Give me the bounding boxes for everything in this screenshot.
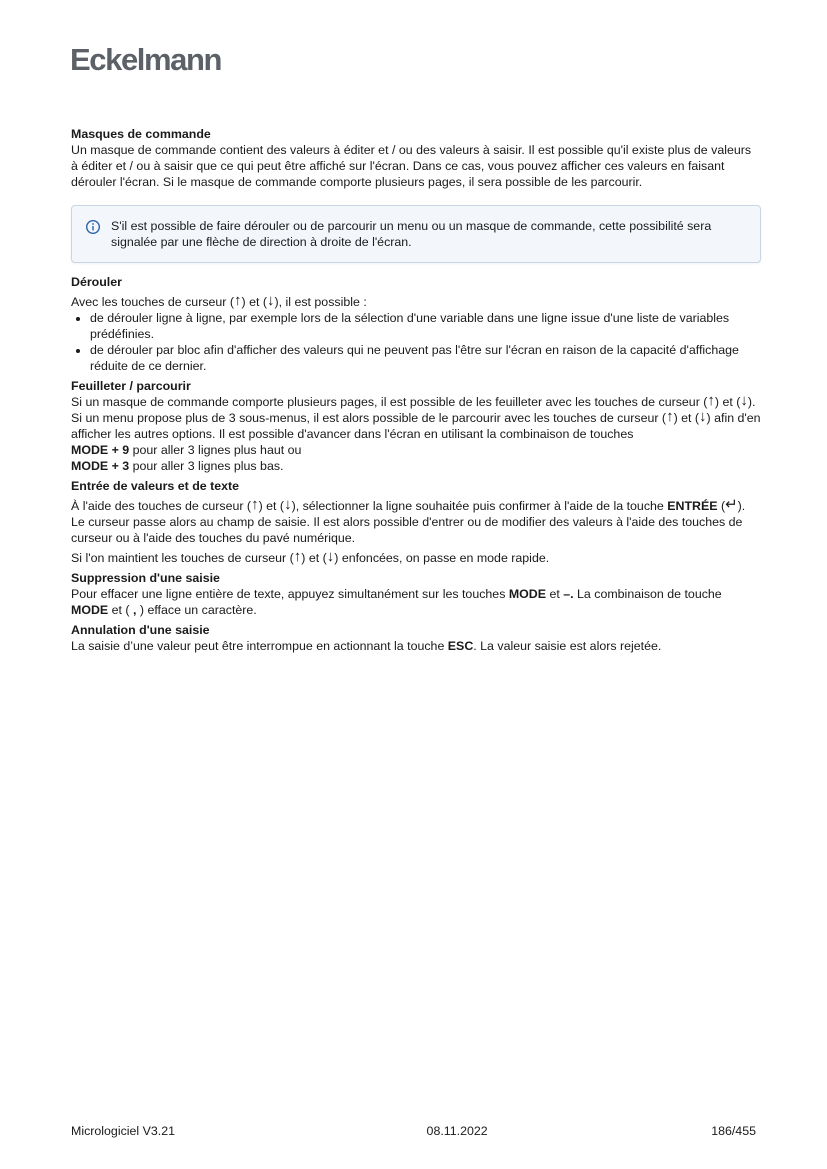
key-combo-mode-9: MODE + 9 — [71, 443, 130, 457]
info-note — [71, 205, 761, 263]
arrow-down-icon: ↓ — [284, 496, 292, 513]
key-entree: ENTRÉE — [667, 499, 718, 513]
section-title-suppression: Suppression d'une saisie — [71, 571, 220, 585]
enter-key-icon: ↵ — [725, 496, 738, 513]
section-title-entree: Entrée de valeurs et de texte — [71, 479, 240, 493]
footer-product: Micrologiciel V3.21 — [71, 1124, 175, 1138]
paragraph-masques: Un masque de commande contient des valeurs à éditer et / ou des valeurs à saisir. Il est possible qu'il existe plus de valeurs à éditer et / ou à saisir que ce qui peut être affiché sur l'écran. Dans ce cas, vous pouvez afficher ces valeurs en faisant dérouler l'écran. Si le masque de commande comporte plusieurs pages, il sera possible de les parcourir. — [71, 143, 752, 189]
bullet-list-derouler — [71, 310, 761, 374]
arrow-down-icon: ↓ — [699, 408, 707, 425]
arrow-up-icon: ↑ — [707, 392, 715, 409]
page-footer — [71, 1124, 756, 1138]
section-title-derouler: Dérouler — [71, 275, 122, 289]
section-title-feuilleter: Feuilleter / parcourir — [71, 379, 191, 393]
arrow-down-icon: ↓ — [326, 548, 335, 565]
arrow-up-icon: ↑ — [251, 496, 259, 513]
arrow-down-icon: ↓ — [740, 392, 748, 409]
brand-logo: Eckelmann — [70, 42, 222, 77]
info-circle-icon — [85, 219, 101, 235]
info-note-text: S'il est possible de faire dérouler ou de parcourir un menu ou un masque de commande, cette possibilité sera signalée par une flèche de direction à droite de l'écran. — [111, 219, 712, 249]
section-title-masques: Masques de commande — [71, 127, 211, 141]
key-combo-mode-3: MODE + 3 — [71, 459, 130, 473]
footer-page-number: 186/455 — [711, 1124, 756, 1138]
section-title-annulation: Annulation d'une saisie — [71, 623, 210, 637]
paragraph-suppression: Pour effacer une ligne entière de texte, appuyez simultanément sur les touches MODE et –. La combinaison de touche MODE et ( , ) efface un caractère. — [71, 587, 722, 617]
paragraph-entree: À l'aide des touches de curseur (↑) et (↓), sélectionner la ligne souhaitée puis confirmer à l'aide de la touche ENTRÉE (↵). Le curseur passe alors au champ de saisie. Il est alors possible d'entrer ou de modifier des valeurs à l'aide des touches de curseur ou à l'aide des touches du pavé numérique. — [71, 496, 746, 545]
page-content — [71, 126, 761, 654]
list-item: • de dérouler ligne à ligne, par exemple lors de la sélection d'une variable dans une ligne issue d'une liste de variables prédéfinies. — [90, 310, 761, 342]
arrow-down-icon: ↓ — [266, 292, 275, 309]
footer-date: 08.11.2022 — [426, 1124, 488, 1138]
arrow-up-icon: ↑ — [666, 408, 674, 425]
paragraph-annulation: La saisie d’une valeur peut être interrompue en actionnant la touche ESC. La valeur saisie est alors rejetée. — [71, 639, 662, 653]
paragraph-entree-rapide: Si l'on maintient les touches de curseur (↑) et (↓) enfoncées, on passe en mode rapide. — [71, 548, 550, 565]
arrow-up-icon: ↑ — [234, 292, 242, 309]
paragraph-derouler-intro: Avec les touches de curseur (↑) et (↓), il est possible : — [71, 292, 367, 309]
paragraph-feuilleter: Si un masque de commande comporte plusieurs pages, il est possible de les feuilleter avec les touches de curseur (↑) et (↓). Si un menu propose plus de 3 sous-menus, il est alors possible de le parcourir avec les touches de curseur (↑) et (↓) afin d'en afficher les autres options. Il est possible d'avancer dans l'écran en utilisant la combinaison de touches MODE + 9 pour aller 3 lignes plus haut ou MODE + 3 pour aller 3 lignes plus bas. — [71, 392, 761, 473]
arrow-up-icon: ↑ — [293, 548, 302, 565]
list-item: • de dérouler par bloc afin d'afficher des valeurs qui ne peuvent pas l'être sur l'écran en raison de la capacité d'affichage réduite de ce dernier. — [90, 342, 761, 374]
